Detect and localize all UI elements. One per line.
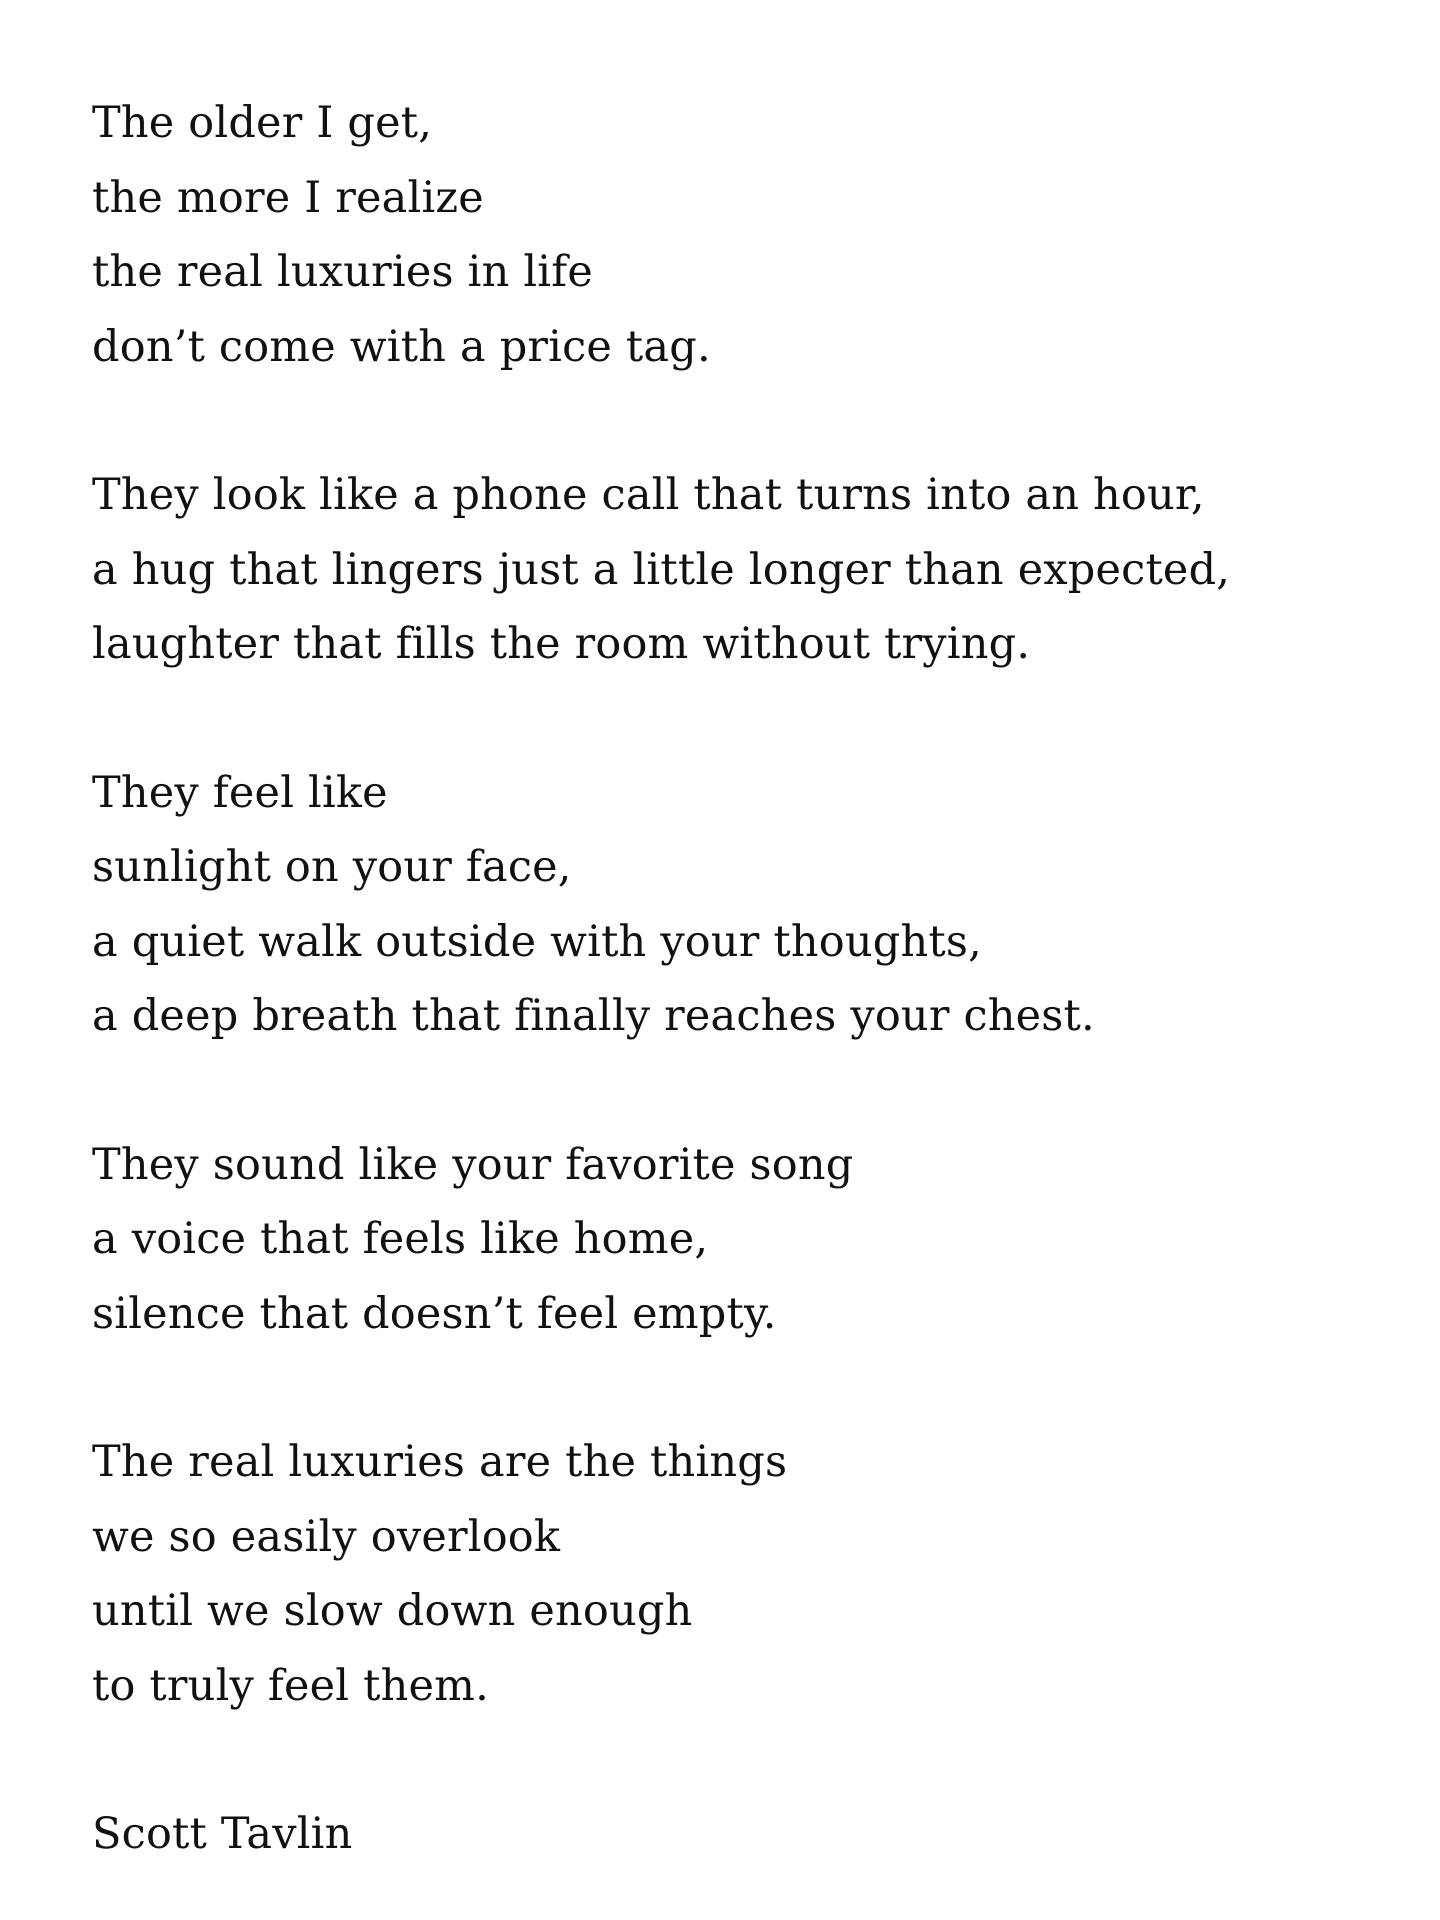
poem-line: don’t come with a price tag. xyxy=(92,321,711,372)
poem-line: a deep breath that finally reaches your chest. xyxy=(92,991,1095,1041)
poem-line: The real luxuries are the things xyxy=(92,1437,788,1487)
poem-line: the more I realize xyxy=(92,172,484,223)
poem-line: sunlight on your face, xyxy=(92,842,572,892)
stanza-4 xyxy=(92,1128,1392,1352)
poem-line: They sound like your favorite song xyxy=(92,1139,854,1190)
stanza-1 xyxy=(92,86,1392,384)
stanza-3 xyxy=(92,756,1392,1054)
poem-line: a hug that lingers just a little longer than expected, xyxy=(92,544,1231,595)
poem xyxy=(92,86,1392,1872)
poem-line: silence that doesn’t feel empty. xyxy=(92,1288,777,1339)
poem-line: They look like a phone call that turns into an hour, xyxy=(92,470,1205,520)
poem-line: laughter that fills the room without trying. xyxy=(92,619,1031,669)
poem-line: The older I get, xyxy=(92,98,433,148)
poem-line: a voice that feels like home, xyxy=(92,1214,709,1264)
poem-author: Scott Tavlin xyxy=(92,1809,353,1859)
poem-line: we so easily overlook xyxy=(92,1511,561,1562)
poem-line: to truly feel them. xyxy=(92,1660,489,1711)
poem-line: until we slow down enough xyxy=(92,1586,693,1636)
poem-line: the real luxuries in life xyxy=(92,247,594,297)
stanza-2 xyxy=(92,458,1392,682)
stanza-5 xyxy=(92,1425,1392,1723)
poem-line: They feel like xyxy=(92,767,388,818)
poem-line: a quiet walk outside with your thoughts, xyxy=(92,916,983,967)
